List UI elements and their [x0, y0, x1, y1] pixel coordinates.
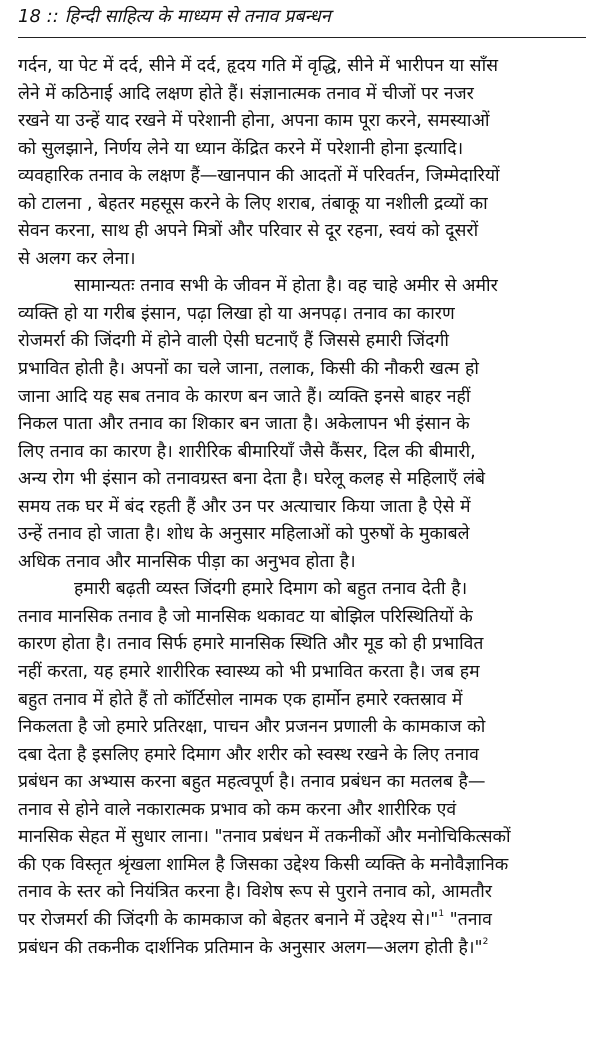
text-segment: पर रोजमर्रा की जिंदगी के कामकाज को बेहतर बनाने में उद्देश्य से।": [18, 909, 439, 930]
text-line-with-footnote: [18, 935, 586, 963]
text-line: व्यवहारिक तनाव के लक्षण हैं—खानपान की आदतों में परिवर्तन, जिम्मेदारियों: [18, 166, 500, 187]
text-line: नहीं करता, यह हमारे शारीरिक स्वास्थ्य को भी प्रभावित करता है। जब हम: [18, 662, 480, 683]
text-line: निकलता है जो हमारे प्रतिरक्षा, पाचन और प्रजनन प्रणाली के कामकाज को: [18, 717, 486, 738]
text-line: बहुत तनाव में होते हैं तो कॉर्टिसोल नामक एक हार्मोन हमारे रक्तस्राव में: [18, 689, 463, 710]
text-line: उन्हें तनाव हो जाता है। शोध के अनुसार महिलाओं को पुरुषों के मुकाबले: [18, 524, 470, 545]
text-segment: प्रबंधन की तकनीक दार्शनिक प्रतिमान के अनुसार अलग—अलग होती है।": [18, 937, 483, 958]
running-header: [18, 0, 586, 38]
text-line: से अलग कर लेना।: [18, 248, 136, 269]
text-line: व्यक्ति हो या गरीब इंसान, पढ़ा लिखा हो या अनपढ़। तनाव का कारण: [18, 303, 455, 324]
paragraph-start-line: हमारी बढ़ती व्यस्त जिंदगी हमारे दिमाग को बहुत तनाव देती है।: [74, 579, 468, 600]
text-line: अधिक तनाव और मानसिक पीड़ा का अनुभव होता है।: [18, 551, 356, 572]
text-line: अन्य रोग भी इंसान को तनावग्रस्त बना देता है। घरेलू कलह से महिलाएँ लंबे: [18, 469, 486, 490]
text-line: लेने में कठिनाई आदि लक्षण होते हैं। संज्ञानात्मक तनाव में चीजों पर नजर: [18, 83, 474, 104]
text-line-with-footnote: [18, 907, 586, 935]
text-line: समय तक घर में बंद रहती हैं और उन पर अत्याचार किया जाता है ऐसे में: [18, 496, 471, 517]
text-line: की एक विस्तृत श्रृंखला शामिल है जिसका उद्देश्य किसी व्यक्ति के मनोवैज्ञानिक: [18, 854, 509, 875]
text-line: निकल पाता और तनाव का शिकार बन जाता है। अकेलापन भी इंसान के: [18, 414, 470, 435]
text-line: जाना आदि यह सब तनाव के कारण बन जाते हैं। व्यक्ति इनसे बाहर नहीं: [18, 386, 471, 407]
text-line: मानसिक सेहत में सुधार लाना। "तनाव प्रबंधन में तकनीकों और मनोचिकित्सकों: [18, 827, 511, 848]
text-line: दबा देता है इसलिए हमारे दिमाग और शरीर को स्वस्थ रखने के लिए तनाव: [18, 744, 479, 765]
footnote-marker: 1: [438, 908, 445, 919]
footnote-marker: 2: [482, 936, 489, 947]
body-text: [18, 53, 586, 962]
page-number: 18 ::: [18, 6, 59, 27]
text-line: तनाव के स्तर को नियंत्रित करना है। विशेष रूप से पुराने तनाव को, आमतौर: [18, 882, 492, 903]
text-line: कारण होता है। तनाव सिर्फ हमारे मानसिक स्थिति और मूड को ही प्रभावित: [18, 634, 484, 655]
text-line: को टालना , बेहतर महसूस करने के लिए शराब, तंबाकू या नशीली द्रव्यों का: [18, 193, 488, 214]
text-line: सेवन करना, साथ ही अपने मित्रों और परिवार से दूर रहना, स्वयं को दूसरों: [18, 221, 479, 242]
text-line: गर्दन, या पेट में दर्द, सीने में दर्द, हृदय गति में वृद्धि, सीने में भारीपन या साँस: [18, 56, 499, 76]
text-line: तनाव मानसिक तनाव है जो मानसिक थकावट या बोझिल परिस्थितियों के: [18, 606, 473, 627]
book-title: हिन्दी साहित्य के माध्यम से तनाव प्रबन्धन: [64, 6, 331, 27]
text-line: रखने या उन्हें याद रखने में परेशानी होना, अपना काम पूरा करने, समस्याओं: [18, 111, 490, 132]
text-line: प्रभावित होती है। अपनों का चले जाना, तलाक, किसी की नौकरी खत्म हो: [18, 359, 479, 380]
text-line: को सुलझाने, निर्णय लेने या ध्यान केंद्रित करने में परेशानी होना इत्यादि।: [18, 138, 464, 159]
text-line: रोजमर्रा की जिंदगी में होने वाली ऐसी घटनाएँ हैं जिससे हमारी जिंदगी: [18, 331, 449, 352]
text-line: लिए तनाव का कारण है। शारीरिक बीमारियाँ जैसे कैंसर, दिल की बीमारी,: [18, 441, 476, 462]
text-segment: "तनाव: [449, 909, 492, 930]
text-line: तनाव से होने वाले नकारात्मक प्रभाव को कम करना और शारीरिक एवं: [18, 799, 457, 820]
paragraph-start-line: सामान्यतः तनाव सभी के जीवन में होता है। वह चाहे अमीर से अमीर: [74, 276, 498, 297]
text-line: प्रबंधन का अभ्यास करना बहुत महत्वपूर्ण है। तनाव प्रबंधन का मतलब है—: [18, 772, 486, 793]
